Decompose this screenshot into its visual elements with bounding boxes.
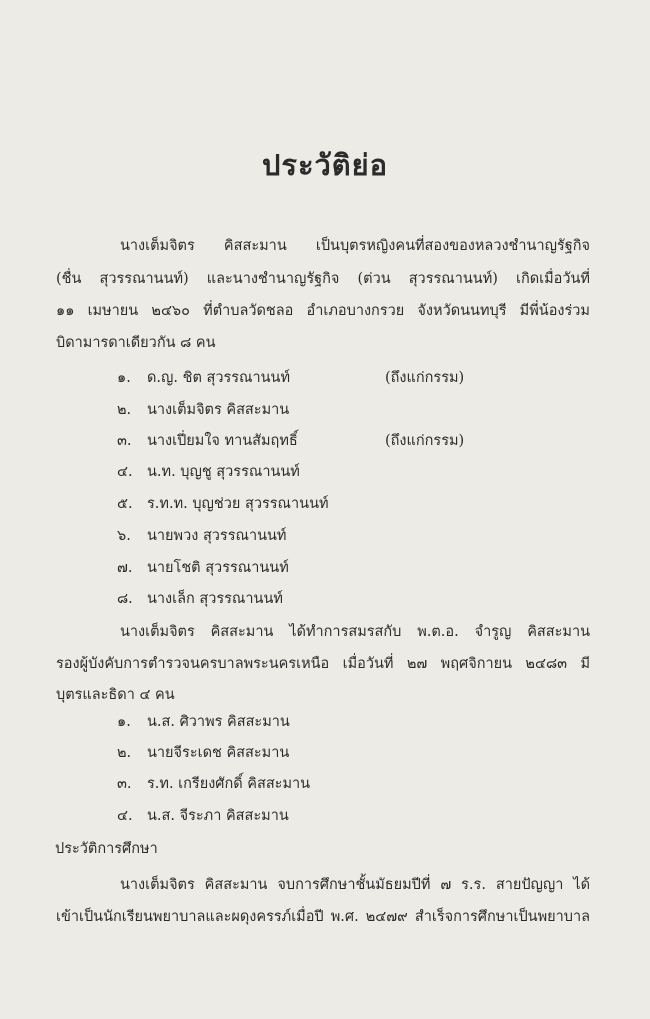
education-line: เข้าเป็นนักเรียนพยาบาลและผดุงครรภ์เมื่อปี พ.ศ. ๒๔๗๙ สำเร็จการศึกษาเป็นพยาบาล	[56, 909, 590, 925]
bio-line: ๑๑ เมษายน ๒๔๖๐ ที่ตำบลวัดชลอ อำเภอบางกรวย จังหวัดนนทบุรี มีพี่น้องร่วม	[56, 303, 590, 319]
sibling-item	[117, 494, 537, 514]
item-name: ร.ท.ท. บุญช่วย สุวรรณานนท์	[147, 496, 329, 512]
item-number: ๕.	[117, 496, 133, 512]
item-number: ๑.	[117, 714, 131, 730]
item-number: ๔.	[117, 464, 133, 480]
sibling-item	[117, 526, 537, 546]
education-heading: ประวัติการศึกษา	[55, 841, 158, 857]
marriage-line: รองผู้บังคับการตำรวจนครบาลพระนครเหนือ เมื่อวันที่ ๒๗ พฤศจิกายน ๒๔๘๓ มี	[56, 656, 590, 672]
bio-line: นางเต็มจิตร คิสสะมาน เป็นบุตรหญิงคนที่สองของหลวงชำนาญรัฐกิจ	[120, 238, 590, 254]
item-number: ๖.	[117, 528, 131, 544]
item-number: ๔.	[117, 808, 133, 824]
item-number: ๑.	[117, 370, 131, 386]
item-number: ๓.	[117, 776, 132, 792]
item-name: ด.ญ. ชิต สุวรรณานนท์	[147, 370, 291, 386]
child-item	[117, 712, 537, 732]
sibling-item	[117, 558, 537, 578]
item-number: ๓.	[117, 433, 132, 449]
bio-line: บิดามารดาเดียวกัน ๘ คน	[56, 335, 216, 351]
page-title: ประวัติย่อ	[261, 148, 389, 182]
item-name: นางเต็มจิตร คิสสะมาน	[147, 402, 290, 418]
item-name: น.ท. บุญชู สุวรรณานนท์	[147, 464, 300, 480]
item-name: ร.ท. เกรียงศักดิ์ คิสสะมาน	[147, 776, 311, 792]
item-number: ๗.	[117, 560, 133, 576]
item-name: นายพวง สุวรรณานนท์	[147, 528, 287, 544]
item-name: นางเปี่ยมใจ ทานสัมฤทธิ์	[147, 433, 298, 449]
item-number: ๘.	[117, 591, 133, 607]
sibling-item	[117, 589, 537, 609]
item-name: นายโชติ สุวรรณานนท์	[147, 560, 289, 576]
item-name: น.ส. จีระภา คิสสะมาน	[147, 808, 289, 824]
item-number: ๒.	[117, 402, 132, 418]
sibling-item	[117, 462, 537, 482]
item-number: ๒.	[117, 745, 132, 761]
child-item	[117, 806, 537, 826]
item-name: นายจีระเดช คิสสะมาน	[147, 745, 290, 761]
sibling-item	[117, 368, 537, 388]
child-item	[117, 774, 537, 794]
child-item	[117, 743, 537, 763]
education-line: นางเต็มจิตร คิสสะมาน จบการศึกษาชั้นมัธยมปีที่ ๗ ร.ร. สายปัญญา ได้	[120, 877, 590, 893]
item-note: (ถึงแก่กรรม)	[385, 433, 465, 449]
marriage-line: บุตรและธิดา ๔ คน	[56, 687, 175, 703]
item-name: นางเล็ก สุวรรณานนท์	[147, 591, 283, 607]
sibling-item	[117, 400, 537, 420]
item-note: (ถึงแก่กรรม)	[385, 370, 465, 386]
sibling-item	[117, 431, 537, 451]
item-name: น.ส. ศิวาพร คิสสะมาน	[147, 714, 290, 730]
bio-line: (ชื่น สุวรรณานนท์) และนางชำนาญรัฐกิจ (ต่วน สุวรรณานนท์) เกิดเมื่อวันที่	[56, 271, 590, 287]
marriage-line: นางเต็มจิตร คิสสะมาน ได้ทำการสมรสกับ พ.ต.อ. จำรูญ คิสสะมาน	[120, 624, 590, 640]
